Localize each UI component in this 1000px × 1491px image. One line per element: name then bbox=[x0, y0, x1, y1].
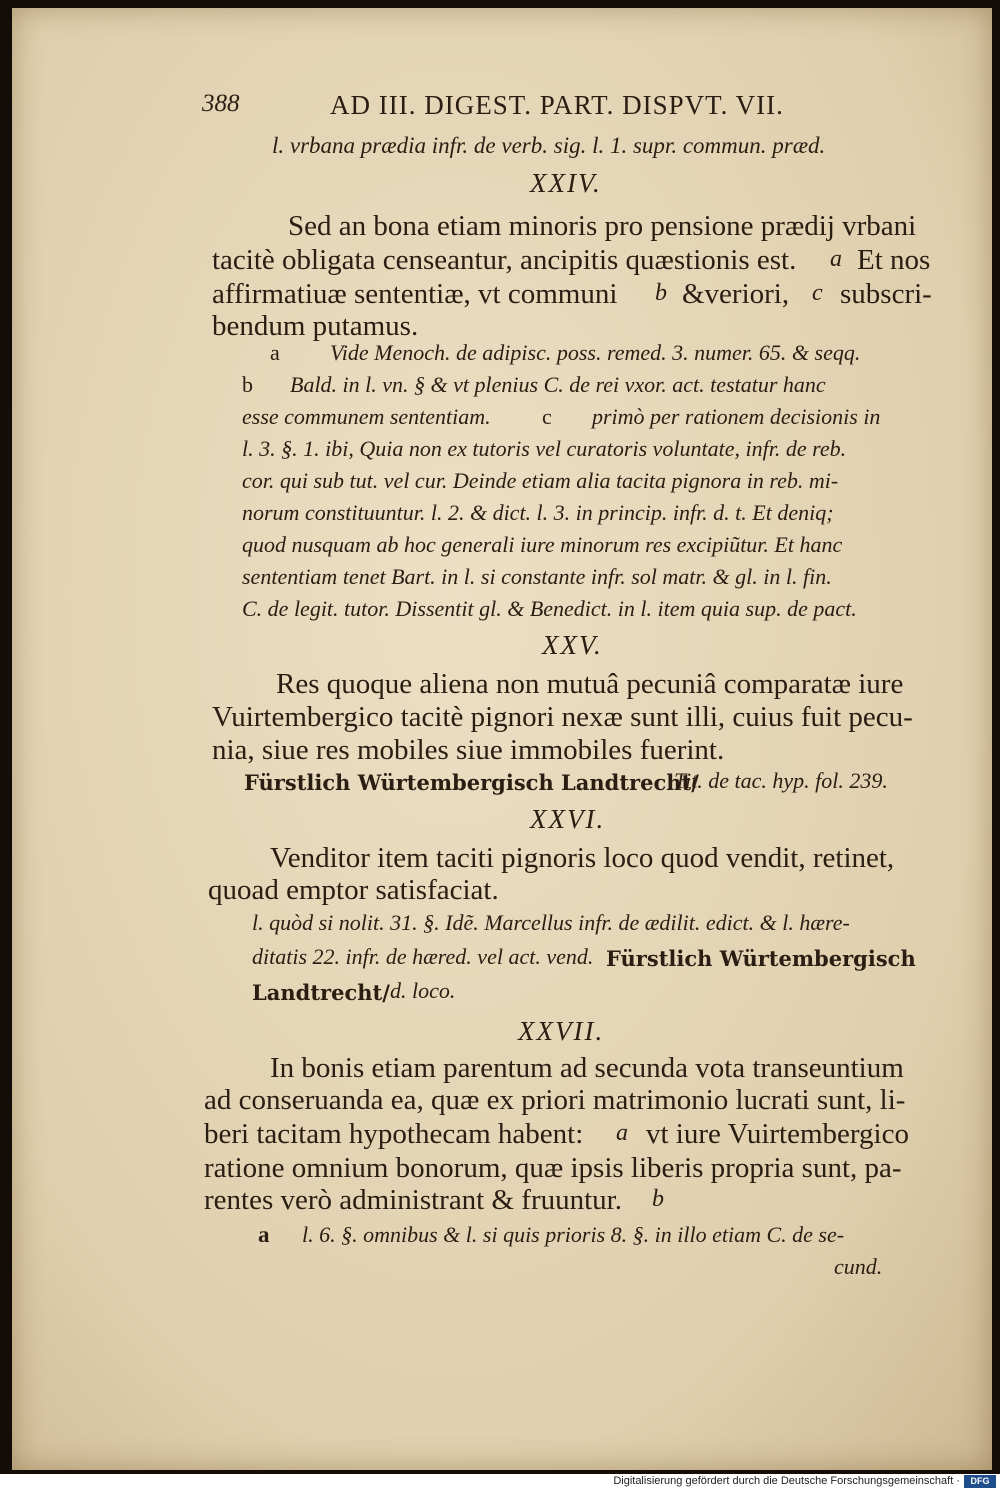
note-line: quod nusquam ab hoc generali iure minorum res excipiũtur. Et hanc bbox=[242, 532, 843, 557]
funding-credit: Digitalisierung gefördert durch die Deutsche Forschungsgemeinschaft · bbox=[613, 1475, 960, 1487]
note-line: l. 3. §. 1. ibi, Quia non ex tutoris vel curatoris voluntate, infr. de reb. bbox=[242, 436, 847, 461]
body-line: Sed an bona etiam minoris pro pensione prædij vrbani bbox=[288, 210, 917, 242]
note-line: C. de legit. tutor. Dissentit gl. & Benedict. in l. item quia sup. de pact. bbox=[242, 596, 857, 621]
body-line: quoad emptor satisfaciat. bbox=[208, 874, 499, 906]
footer-bar bbox=[0, 1474, 1000, 1491]
note-marker: c bbox=[812, 280, 823, 306]
dfg-logo: DFG bbox=[964, 1475, 996, 1488]
note-line: Tit. de tac. hyp. fol. 239. bbox=[674, 768, 888, 793]
note-line: l. quòd si nolit. 31. §. Idẽ. Marcellus infr. de ædilit. edict. & l. hære- bbox=[252, 910, 850, 935]
note-marker: a bbox=[258, 1222, 270, 1247]
book-page bbox=[12, 8, 992, 1470]
body-line: subscri- bbox=[840, 278, 932, 310]
fraktur-citation: Fürstlich Würtembergisch bbox=[606, 946, 916, 971]
body-line: In bonis etiam parentum ad secunda vota transeuntium bbox=[270, 1052, 904, 1084]
body-line: &veriori, bbox=[682, 278, 790, 310]
note-line: d. loco. bbox=[390, 978, 456, 1003]
note-line: cund. bbox=[834, 1254, 883, 1279]
fraktur-citation: Fürstlich Würtembergisch Landtrecht/ bbox=[244, 770, 699, 795]
body-line: affirmatiuæ sententiæ, vt communi bbox=[212, 278, 618, 310]
body-line: rentes verò administrant & fruuntur. bbox=[204, 1184, 622, 1216]
note-marker: b bbox=[655, 280, 667, 306]
body-line: Venditor item taciti pignoris loco quod vendit, retinet, bbox=[270, 842, 895, 874]
running-title: AD III. DIGEST. PART. DISPVT. VII. bbox=[330, 90, 784, 120]
body-line: ad conseruanda ea, quæ ex priori matrimonio lucrati sunt, li- bbox=[204, 1084, 906, 1116]
body-line: bendum putamus. bbox=[212, 310, 419, 342]
note-marker: b bbox=[242, 372, 253, 397]
note-line: Vide Menoch. de adipisc. poss. remed. 3. numer. 65. & seqq. bbox=[330, 340, 861, 365]
note-marker: a bbox=[830, 246, 842, 272]
note-line: norum constituuntur. l. 2. & dict. l. 3. in princip. infr. d. t. Et deniq; bbox=[242, 500, 834, 525]
body-line: Et nos bbox=[857, 244, 931, 276]
note-line: esse communem sententiam. bbox=[242, 404, 491, 429]
note-line: primò per rationem decisionis in bbox=[592, 404, 881, 429]
page-number: 388 bbox=[202, 90, 240, 117]
section-numeral: XXIV. bbox=[530, 168, 602, 198]
note-line: sententiam tenet Bart. in l. si constante infr. sol matr. & gl. in l. fin. bbox=[242, 564, 832, 589]
continuation-note: l. vrbana prædia infr. de verb. sig. l. 1. supr. commun. præd. bbox=[272, 133, 826, 158]
note-line: l. 6. §. omnibus & l. si quis prioris 8. §. in illo etiam C. de se- bbox=[302, 1222, 845, 1247]
note-marker: a bbox=[616, 1120, 628, 1146]
note-line: Bald. in l. vn. § & vt plenius C. de rei vxor. act. testatur hanc bbox=[290, 372, 826, 397]
body-line: Res quoque aliena non mutuâ pecuniâ comparatæ iure bbox=[276, 668, 904, 700]
note-line: ditatis 22. infr. de hæred. vel act. vend. bbox=[252, 944, 594, 969]
section-numeral: XXVI. bbox=[530, 804, 606, 834]
body-line: vt iure Vuirtembergico bbox=[646, 1118, 909, 1150]
section-numeral: XXV. bbox=[542, 630, 603, 660]
note-line: cor. qui sub tut. vel cur. Deinde etiam alia tacita pignora in reb. mi- bbox=[242, 468, 839, 493]
body-line: nia, siue res mobiles siue immobiles fuerint. bbox=[212, 734, 725, 766]
body-line: beri tacitam hypothecam habent: bbox=[204, 1118, 584, 1150]
section-numeral: XXVII. bbox=[518, 1016, 605, 1046]
body-line: Vuirtembergico tacitè pignori nexæ sunt illi, cuius fuit pecu- bbox=[212, 701, 913, 733]
note-marker: b bbox=[652, 1186, 664, 1212]
body-line: tacitè obligata censeantur, ancipitis quæstionis est. bbox=[212, 244, 797, 276]
body-line: ratione omnium bonorum, quæ ipsis liberis propria sunt, pa- bbox=[204, 1152, 902, 1184]
note-marker: a bbox=[270, 340, 280, 365]
note-marker: c bbox=[542, 404, 552, 429]
fraktur-citation: Landtrecht/ bbox=[252, 980, 390, 1005]
